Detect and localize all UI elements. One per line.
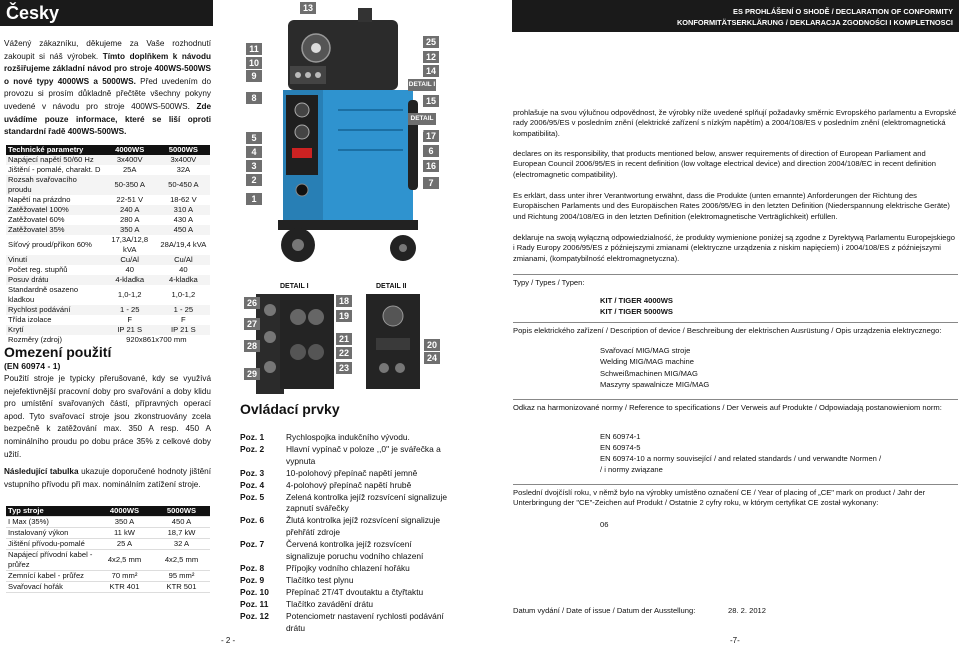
table-cell: Síťový proud/příkon 60% (8, 240, 92, 249)
table-cell: Zemnící kabel - průřez (6, 571, 96, 582)
table-cell: Rozměry (zdroj) (8, 335, 63, 344)
control-position-row (240, 599, 450, 611)
position-description: Rychlospojka indukčního vývodu. (286, 432, 410, 442)
list-item: Maszyny spawalnicze MIG/MAG (600, 379, 710, 389)
table-row (6, 305, 210, 315)
table-cell: KTR 501 (153, 582, 210, 593)
position-description: Tlačítko zavádění drátu (286, 598, 374, 609)
controls-position-list (240, 432, 450, 634)
table-cell: 40 (179, 265, 188, 274)
handle-top (358, 8, 372, 22)
table-cell: 3x400V (103, 155, 157, 165)
table-cell: F (181, 315, 186, 324)
control-position-row (240, 563, 450, 575)
position-description: Přípojky vodního chlazení hořáku (286, 562, 410, 573)
table-cell: Třída izolace (8, 315, 52, 324)
list-item: / i normy związane (600, 465, 663, 475)
table-cell: 25A (122, 165, 137, 174)
label-13: 13 (300, 2, 316, 14)
detail-illustrations (228, 282, 448, 395)
list-item: EN 60974-1 (600, 432, 641, 441)
table-row (6, 539, 210, 550)
table-cell: F (127, 315, 133, 324)
position-key: Poz. 4 (240, 479, 265, 490)
position-description: Žlutá kontrolka jejíž rozsvícení signalizuje přehřátí zdroje (286, 515, 441, 538)
list-item: Welding MIG/MAG machine (600, 357, 694, 367)
table-header-cell: 5000WS (157, 145, 210, 155)
table-intro-paragraph (4, 466, 211, 491)
table-cell: 28A/19,4 kVA (160, 240, 207, 249)
callout-12: 12 (423, 51, 439, 63)
callout-11: 11 (246, 43, 262, 55)
types-label: Typy / Types / Typen: (513, 278, 585, 287)
position-key: Poz. 10 (240, 586, 269, 597)
date-label: Datum vydání / Date of issue / Datum der Ausstellung: (513, 606, 696, 615)
position-key: Poz. 6 (240, 515, 265, 526)
detail-badge-1: DETAIL I (408, 79, 436, 91)
table-cell: Rozsah svařovacího proudu (6, 175, 103, 195)
divider-4 (513, 484, 958, 485)
controls-title: Ovládací prvky (240, 401, 340, 417)
callout-2: 2 (246, 174, 262, 186)
table-cell: 3x400V (157, 155, 210, 165)
table-cell: 70 mm² (96, 571, 153, 582)
declaration-en: declares on its responsibility, that products mentioned below, answer requirements of direction of European Parliament and European Council 2006/95/ES in recent definition (low voltage electrical device) and direction 2004/108/EC in recent definition (electromagnetic compatibility). (513, 149, 936, 179)
position-description: Zelená kontrolka jejíž rozsvícení signalizuje zapnutí svářečky (286, 491, 448, 514)
detail-1-caption: DETAIL I (280, 283, 309, 290)
callout-29: 29 (244, 368, 260, 380)
table-cell: 4-kladka (157, 275, 210, 285)
page-number-left: - 2 - (221, 636, 236, 645)
table-cell: 32A (176, 165, 191, 174)
callout-16: 16 (423, 160, 439, 172)
table-cell: Cu/Al (157, 255, 210, 265)
table-row (6, 195, 210, 205)
control-position-row (240, 539, 450, 563)
table-cell: 240 A (103, 205, 157, 215)
declaration-header-line1: ES PROHLÁŠENÍ O SHODĚ / DECLARATION OF CONFORMITY (733, 7, 953, 16)
callout-23: 23 (336, 362, 352, 374)
table-cell: 18,7 kW (153, 528, 210, 539)
callout-25: 25 (423, 36, 439, 48)
table-cell: Posuv drátu (6, 275, 103, 285)
callout-21: 21 (336, 333, 352, 345)
table-header-row (6, 145, 210, 155)
table-cell: Instalovaný výkon (6, 528, 96, 539)
table-row (6, 285, 210, 305)
description-list (600, 345, 900, 390)
control-position-row (240, 444, 450, 468)
callout-27: 27 (244, 318, 260, 330)
callout-5: 5 (246, 132, 262, 144)
table-header-cell: 5000WS (153, 506, 210, 517)
position-description: Potenciometr nastavení rychlosti podávání drátu (286, 610, 444, 633)
table-cell: 22-51 V (116, 195, 144, 204)
declaration-cz: prohlašuje na svou výlučnou odpovědnost, že výrobky níže uvedené splňují požadavky směrnic Evropského parlamentu a Evropské rady 2006/95/ES v posledním znění (elektrické zařízení s nízkým napětím) a 2004/108/ES v posledním znění (elektromagnetická kompatibilita). (513, 108, 957, 138)
control-position-row (240, 480, 450, 492)
control-position-row (240, 611, 450, 635)
intro-part: Zde uvádíme pouze informace, které se liší oproti standardní řadě 400WS-500WS. (4, 101, 211, 137)
list-item: Svařovací MIG/MAG stroje (600, 346, 691, 355)
list-item: EN 60974-10 a normy související / and related standards / und verwandte Normen / (600, 454, 882, 464)
table-cell: Krytí (6, 325, 103, 335)
callout-22: 22 (336, 347, 352, 359)
detail-1-photo (280, 294, 334, 389)
table-cell: 350 A (96, 517, 153, 528)
position-description: Hlavní vypínač v poloze ,,0" je svářečka a vypnuta (286, 443, 441, 466)
table-cell: 430 A (173, 215, 194, 224)
control-position-row (240, 492, 450, 516)
callout-9: 9 (246, 70, 262, 82)
callout-15: 15 (423, 95, 439, 107)
declaration-header (512, 0, 959, 32)
table-cell: Zatěžovatel 60% (8, 215, 65, 224)
declaration-header-line2: KONFORMITÄTSERKLÄRUNG / DEKLARACJA ZGODNOŚCI I KOMPLETNOSCI (676, 18, 953, 27)
callout-6: 6 (423, 145, 439, 157)
intro-part: Před uvedením do provozu si prosím důkladně přečtěte všechny pokyny uvedené v návodu pro stroje 400WS-500WS. (4, 76, 212, 111)
table-header-cell: Technické parametry (6, 145, 103, 155)
table-row (6, 315, 210, 325)
table-header-row (6, 506, 210, 517)
table-cell: 280 A (119, 215, 140, 224)
table-cell: Počet reg. stupňů (8, 265, 68, 274)
table-cell: IP 21 S (103, 325, 157, 335)
table-row (6, 255, 210, 265)
table-header-cell: 4000WS (96, 506, 153, 517)
table-cell: 4x2,5 mm (153, 550, 210, 571)
table-cell: 920x861x700 mm (126, 335, 187, 344)
callout-26: 26 (244, 297, 260, 309)
intro-paragraph (4, 38, 211, 139)
table-row (6, 550, 210, 571)
table-row (6, 571, 210, 582)
control-position-row (240, 575, 450, 587)
year-label: Poslední dvojčíslí roku, v němž bylo na výrobky umístěno označení CE / Year of placing of „CE" mark on product / Jahr der Unterbringung der "CE"-Zeichen auf Produkt / Ostatnie 2 cyfry roku, w którym certyfikat CE został wykonany: (513, 488, 926, 508)
list-item: EN 60974-5 (600, 443, 641, 453)
table-cell: 50-350 A (103, 175, 157, 195)
table-cell: 40 (125, 265, 134, 274)
language-title: Česky (0, 0, 213, 26)
table-cell: 1,0-1,2 (171, 290, 196, 299)
intro-part: Vážený zákazníku, děkujeme za Vaše rozhodnutí zakoupit si náš výrobek. (4, 39, 211, 61)
table-row (6, 155, 210, 165)
table-row (6, 325, 210, 335)
table-cell: 18-62 V (170, 195, 197, 204)
intro-part: Tímto doplňkem k návodu rozšiřujeme základní návod pro stroje 400WS-500WS o nové typy 4000WS a 5000WS. (4, 51, 211, 86)
declaration-pl: deklaruje na swoją wyłączną odpowiedzialność, że produkty wymienione poniżej są zgodne z Dyrektywą Parlamentu Europejskiego i Rady Europy 2006/95/ES z późniejszymi zmianami (elektryczne urządzenia z niskim napięciem) i 2004/108/ES z późniejszymi zmianami, (kompatybilność elektromagnetyczna). (513, 233, 955, 263)
control-position-row (240, 468, 450, 480)
norms-label: Odkaz na harmonizované normy / Reference to specifications / Der Verweis auf Produkte / Odpowiadają postanowieniom norm: (513, 403, 942, 412)
table-intro-rest: ukazuje doporučené hodnoty jištění vstupního přívodu při max. nominálním zatížení stroje. (4, 467, 211, 489)
technical-parameters-table (6, 145, 210, 345)
page-number-right: -7- (730, 636, 740, 645)
callout-8: 8 (246, 92, 262, 104)
callout-10: 10 (246, 57, 262, 69)
table-cell: 25 A (96, 539, 153, 550)
table-cell: 32 A (153, 539, 210, 550)
callout-28: 28 (244, 340, 260, 352)
position-description: 4-polohový přepínač napětí hrubě (286, 479, 412, 490)
table-cell: I Max (35%) (6, 517, 96, 528)
table-header-cell: 4000WS (103, 145, 157, 155)
callout-4: 4 (246, 146, 262, 158)
table-cell: 1 - 25 (103, 305, 157, 315)
position-key: Poz. 9 (240, 574, 265, 585)
callout-20: 20 (424, 339, 440, 351)
table-row (6, 275, 210, 285)
list-item: Schweißmachinen MIG/MAG (600, 368, 698, 378)
table-row (6, 582, 210, 593)
detail-badge-2: DETAIL II (408, 113, 436, 125)
position-description: Přepínač 2T/4T dvoutaktu a čtyřtaktu (286, 586, 424, 597)
table-cell: 50-450 A (157, 175, 210, 195)
table-cell: 310 A (157, 205, 210, 215)
table-cell: 95 mm² (153, 571, 210, 582)
table-cell: 4-kladka (103, 275, 157, 285)
divider-3 (513, 399, 958, 400)
divider-1 (513, 274, 958, 275)
table-cell: 450 A (153, 517, 210, 528)
callout-24: 24 (424, 352, 440, 364)
table-row (6, 265, 210, 275)
callout-19: 19 (336, 310, 352, 322)
table-row (6, 205, 210, 215)
table-cell: Napájecí napětí 50/60 Hz (6, 155, 103, 165)
position-key: Poz. 7 (240, 539, 265, 550)
table-cell: Vinutí (6, 255, 103, 265)
position-description: 10-polohový přepínač napětí jemně (286, 467, 418, 478)
table-cell: Jištění přívodu-pomalé (6, 539, 96, 550)
table-cell: Zatěžovatel 100% (6, 205, 103, 215)
table-row (6, 175, 210, 195)
table-row (6, 235, 210, 255)
position-key: Poz. 8 (240, 562, 265, 573)
position-key: Poz. 11 (240, 598, 269, 609)
table-cell: Cu/Al (103, 255, 157, 265)
section-title: Omezení použití (4, 344, 112, 360)
table-cell: Standardně osazeno kladkou (8, 285, 79, 304)
table-cell: Napětí na prázdno (8, 195, 71, 204)
callout-7: 7 (423, 177, 439, 189)
year-value: 06 (600, 520, 609, 529)
callout-1: 1 (246, 193, 262, 205)
machine-illustration (228, 0, 448, 272)
position-key: Poz. 3 (240, 467, 265, 478)
section-subtitle: (EN 60974 - 1) (4, 361, 61, 371)
table-header-cell: Typ stroje (6, 506, 96, 517)
table-cell: KTR 401 (96, 582, 153, 593)
table-row (6, 225, 210, 235)
type-1: KIT / TIGER 4000WS (600, 296, 674, 305)
position-description: Červená kontrolka jejíž rozsvícení signalizuje poruchu vodního chlazení (286, 539, 424, 562)
control-position-row (240, 432, 450, 444)
divider-2 (513, 322, 958, 323)
table-row (6, 528, 210, 539)
description-label: Popis elektrického zařízení / Description of device / Beschreibung der elektrischen Ausrüstung / Opis urządzenia elektrycznego: (513, 326, 942, 335)
usage-paragraph: Použití stroje je typicky přerušované, kdy se využívá nejefektivnější pracovní doby pro svařování a doby klidu pro umístění svařovaných částí, přípravných operací apod. Tyto svařovací stroje jsou zkonstruovány zcela bezpečně k zatěžování max. 350 A resp. 450 A nominálního proudu po dobu práce 35% z celkové doby užití. (4, 374, 211, 459)
table-cell: Napájecí přívodní kabel - průřez (6, 550, 96, 571)
table-cell: Zatěžovatel 35% (6, 225, 103, 235)
table-cell: 450 A (157, 225, 210, 235)
table-cell: 1 - 25 (157, 305, 210, 315)
norms-list (600, 431, 958, 475)
declaration-de: Es erklärt, dass unter ihrer Verantwortung erwähnt, dass die Produkte (unten ernannte) Anforderungen der Richtung des Europäischen Parlaments und des Europäischen Rates 2006/95/EG in den letzten Definition (Niederspannung elektrische Geräte) und Richtung 2004/108/EG in den letzten Definition (elektromagnetische Verträglichkeit) erfüllen. (513, 191, 950, 221)
table-cell: Jištění - pomalé, charakt. D (8, 165, 101, 174)
machine-type-table (6, 506, 210, 593)
callout-3: 3 (246, 160, 262, 172)
table-row (6, 215, 210, 225)
date-value: 28. 2. 2012 (728, 606, 767, 615)
table-cell: 17,3A/12,8 kVA (111, 235, 149, 254)
table-intro-bold: Následující tabulka (4, 467, 79, 476)
table-cell: Svařovací hořák (6, 582, 96, 593)
callout-18: 18 (336, 295, 352, 307)
table-cell: 4x2,5 mm (96, 550, 153, 571)
type-2: KIT / TIGER 5000WS (600, 307, 674, 316)
table-cell: Rychlost podávání (6, 305, 103, 315)
position-key: Poz. 2 (240, 443, 265, 454)
callout-14: 14 (423, 65, 439, 77)
detail-2-caption: DETAIL II (376, 283, 407, 290)
callout-17: 17 (423, 130, 439, 142)
table-cell: 350 A (103, 225, 157, 235)
control-position-row (240, 587, 450, 599)
table-row (6, 517, 210, 528)
position-key: Poz. 5 (240, 491, 265, 502)
table-cell: 11 kW (96, 528, 153, 539)
position-description: Tlačítko test plynu (286, 574, 354, 585)
position-key: Poz. 1 (240, 432, 265, 442)
position-key: Poz. 12 (240, 610, 269, 621)
table-row (6, 165, 210, 175)
table-cell: 1,0-1,2 (117, 290, 142, 299)
control-position-row (240, 515, 450, 539)
table-cell: IP 21 S (157, 325, 210, 335)
